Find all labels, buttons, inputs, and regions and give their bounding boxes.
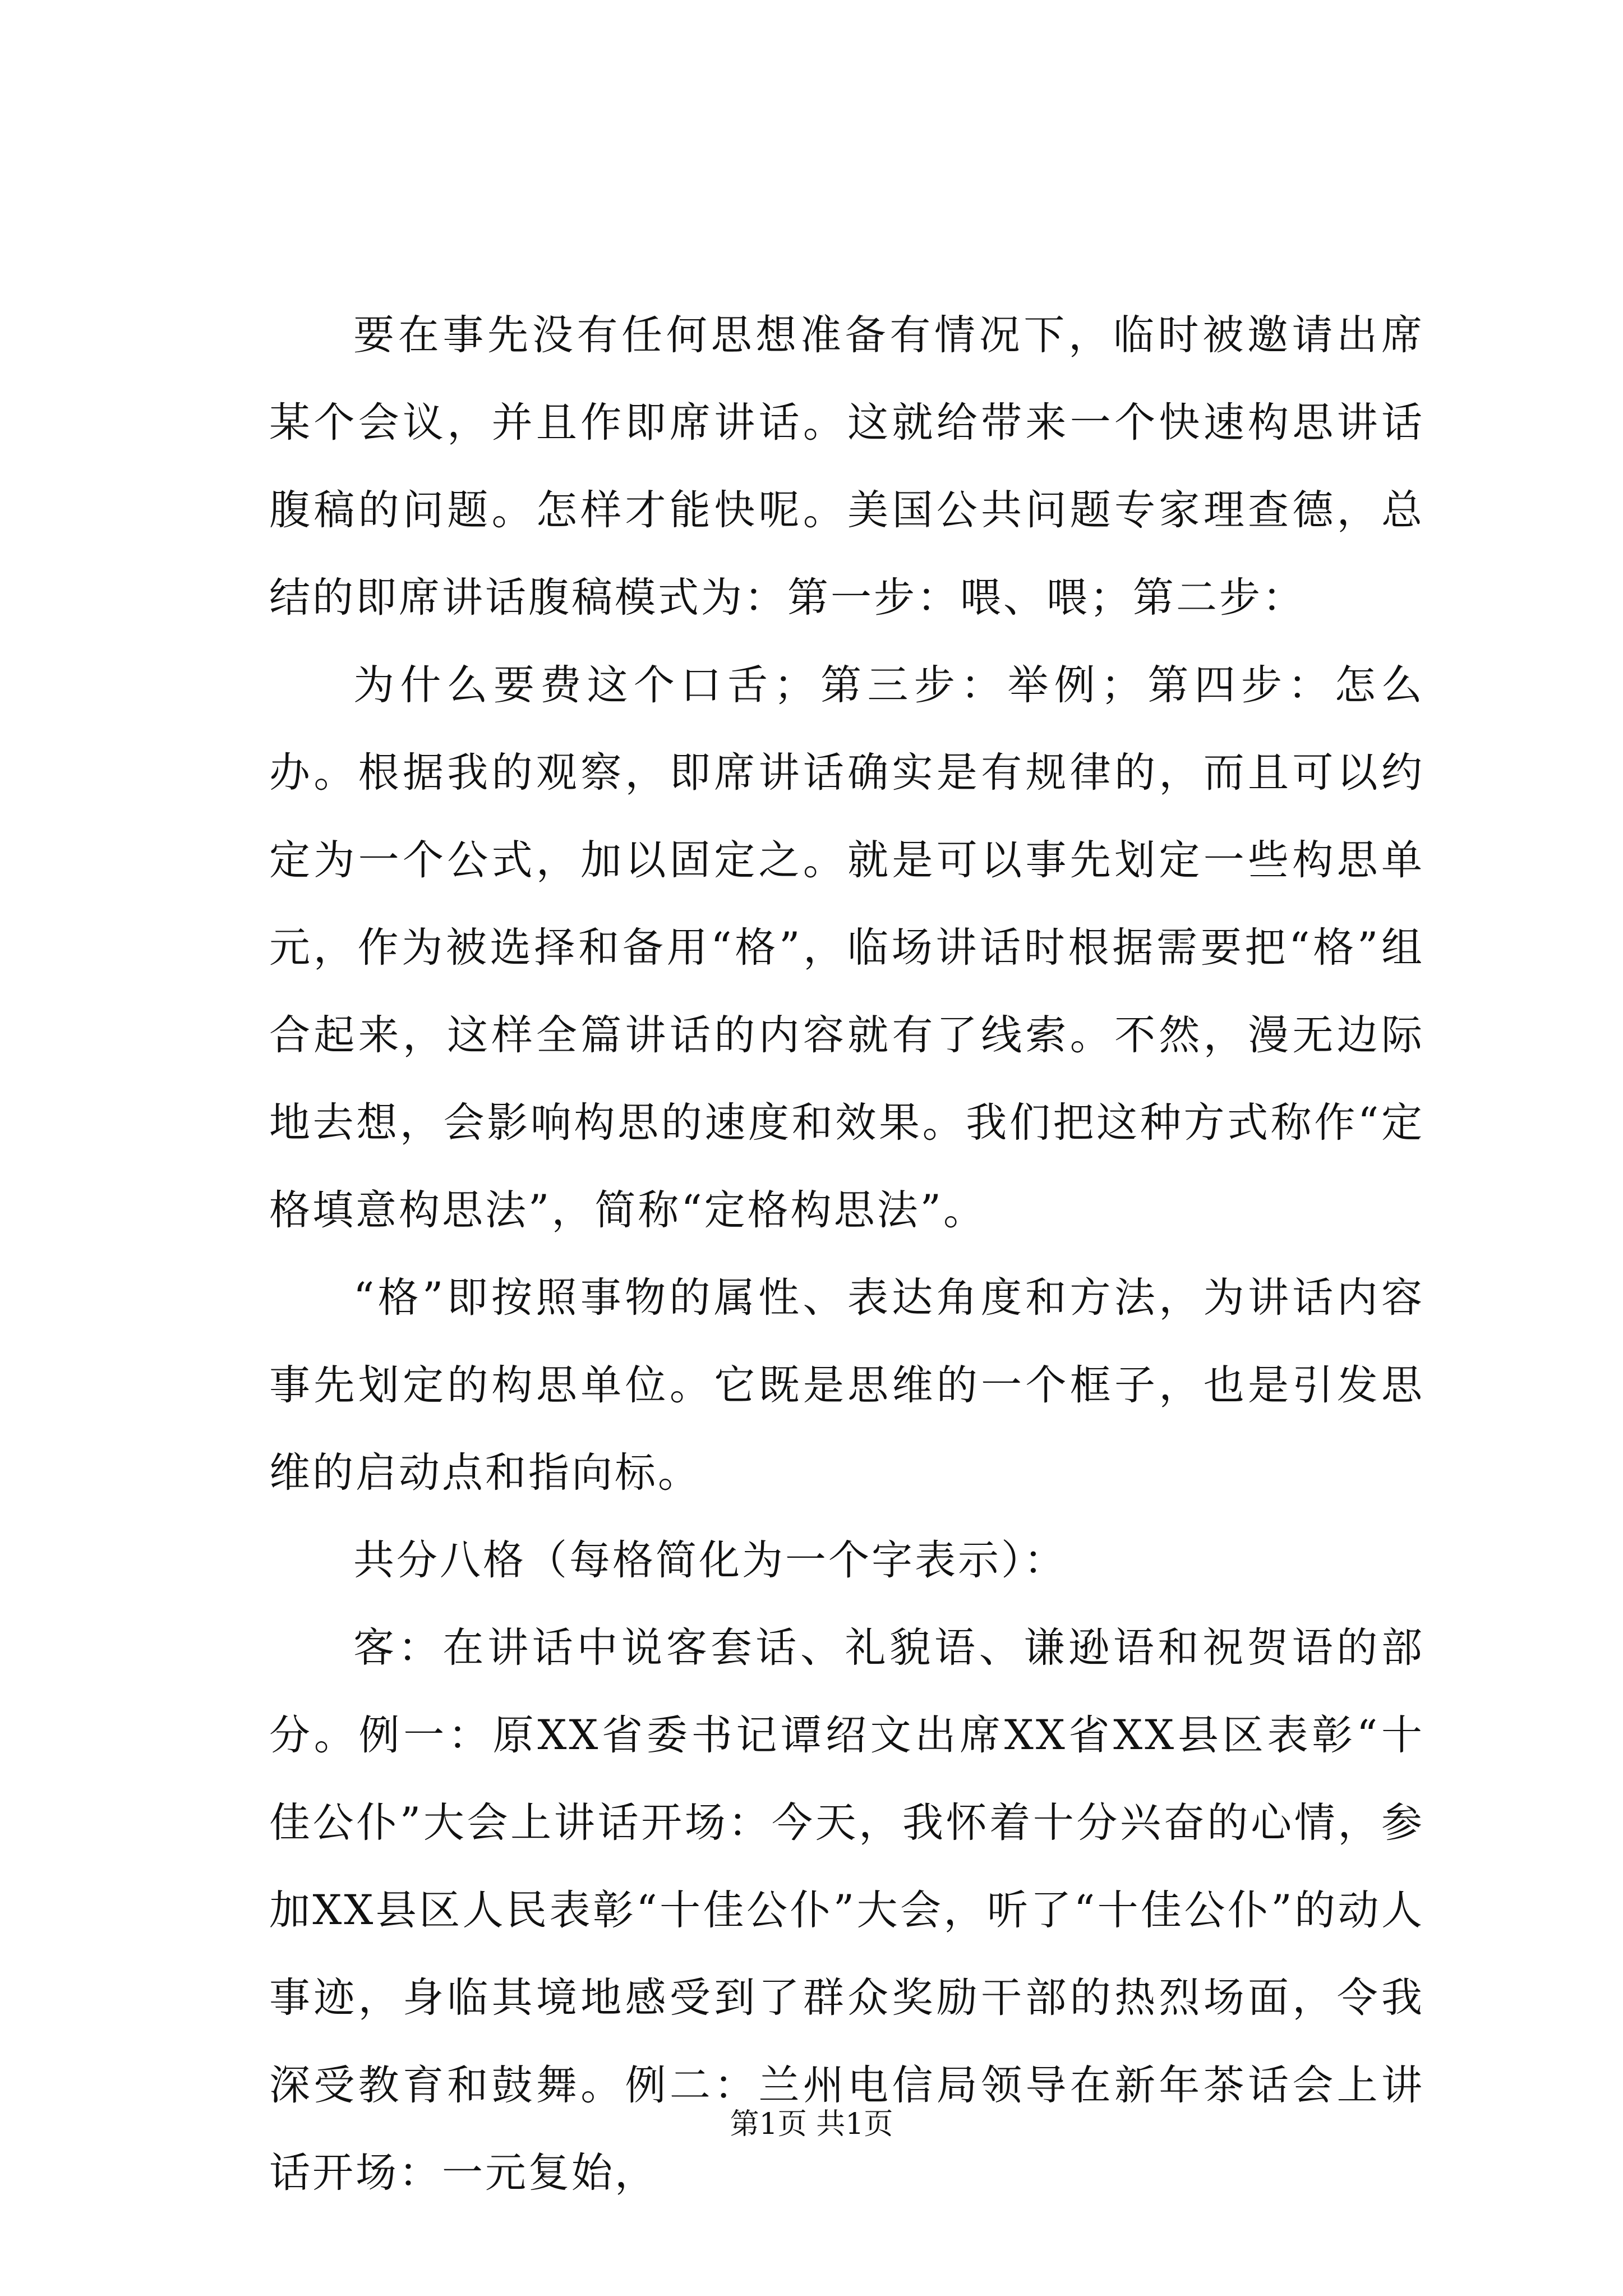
paragraph-5: 客：在讲话中说客套话、礼貌语、谦逊语和祝贺语的部分。例一：原XX省委书记谭绍文出席XX省XX县区表彰“十佳公仆”大会上讲话开场：今天，我怀着十分兴奋的心情，参加XX县区人民表彰“十佳公仆”大会，听了“十佳公仆”的动人事迹，身临其境地感受到了群众奖励干部的热烈场面，令我深受教育和鼓舞。例二：兰州电信局领导在新年茶话会上讲话开场：一元复始，	[269, 1624, 1424, 2197]
document-body	[269, 292, 1424, 2217]
paragraph-4: 共分八格（每格简化为一个字表示）：	[353, 1536, 1067, 1584]
page-footer: 第1页 共1页	[730, 2108, 893, 2141]
paragraph-2: 为什么要费这个口舌；第三步：举例；第四步：怎么办。根据我的观察，即席讲话确实是有规律的，而且可以约定为一个公式，加以固定之。就是可以事先划定一些构思单元，作为被选择和备用“格”，临场讲话时根据需要把“格”组合起来，这样全篇讲话的内容就有了线索。不然，漫无边际地去想，会影响构思的速度和效果。我们把这种方式称作“定格填意构思法”，简称“定格构思法”。	[269, 661, 1424, 1234]
paragraph-1: 要在事先没有任何思想准备有情况下，临时被邀请出席某个会议，并且作即席讲话。这就给带来一个快速构思讲话腹稿的问题。怎样才能快呢。美国公共问题专家理查德，总结的即席讲话腹稿模式为：第一步：喂、喂；第二步：	[269, 311, 1424, 622]
paragraph-3: “格”即按照事物的属性、表达角度和方法，为讲话内容事先划定的构思单位。它既是思维的一个框子，也是引发思维的启动点和指向标。	[269, 1274, 1424, 1497]
